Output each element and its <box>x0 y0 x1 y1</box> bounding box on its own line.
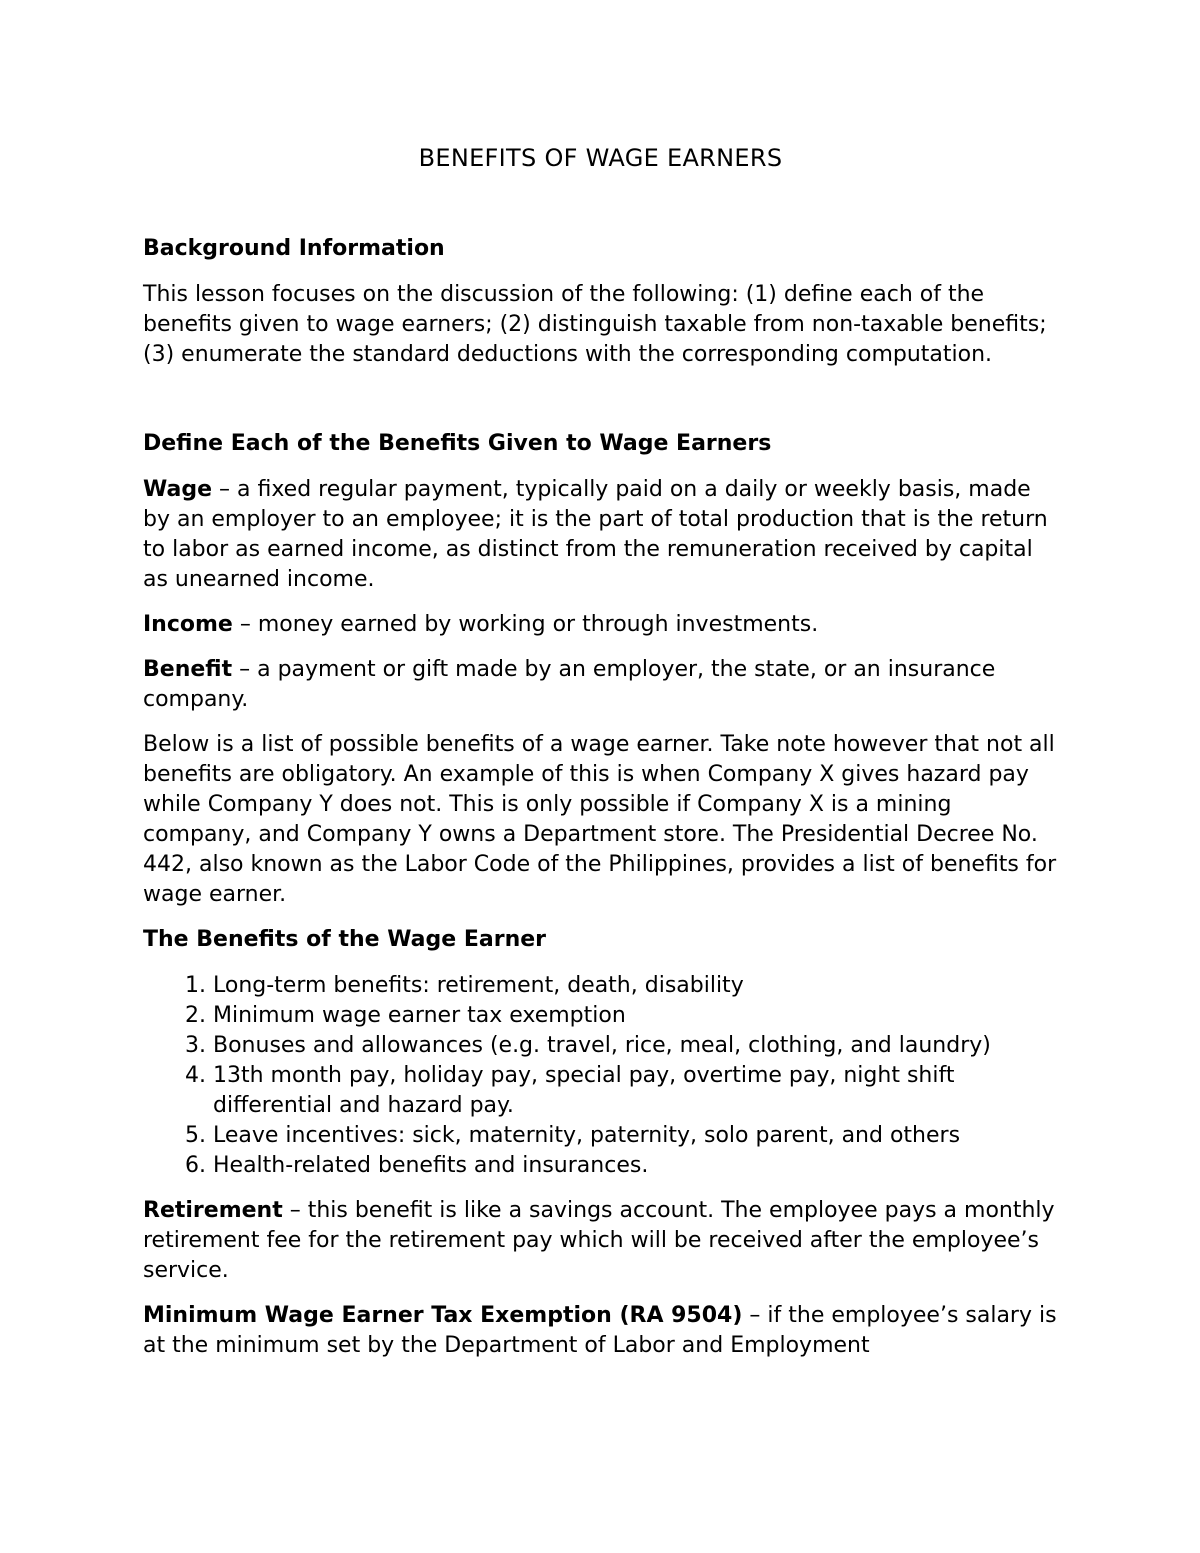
list-item: 3. Bonuses and allowances (e.g. travel, rice, meal, clothing, and laundry) <box>213 1031 1058 1061</box>
retirement-definition <box>143 1196 1058 1286</box>
income-definition <box>143 610 1058 640</box>
benefits-section-heading: The Benefits of the Wage Earner <box>143 927 547 952</box>
income-term: Income <box>143 612 233 637</box>
list-item: 4. 13th month pay, holiday pay, special pay, overtime pay, night shift differential and hazard pay. <box>213 1061 1058 1121</box>
wage-term: Wage <box>143 477 212 502</box>
wage-definition-text: – a fixed regular payment, typically paid on a daily or weekly basis, made by an employer to an employee; it is the part of total production that is the return to labor as earned income, as distinct from the remuneration received by capital as unearned income. <box>143 477 1048 592</box>
list-item: 6. Health-related benefits and insurances. <box>213 1151 1058 1181</box>
list-intro-paragraph: Below is a list of possible benefits of a wage earner. Take note however that not all benefits are obligatory. An example of this is when Company X gives hazard pay while Company Y does not. This is only possible if Company X is a mining company, and Company Y owns a Department store. The Presidential Decree No. 442, also known as the Labor Code of the Philippines, provides a list of benefits for wage earner. <box>143 732 1057 907</box>
income-definition-text: – money earned by working or through investments. <box>232 612 819 637</box>
wage-definition <box>143 475 1058 595</box>
background-paragraph: This lesson focuses on the discussion of the following: (1) define each of the benefits given to wage earners; (2) distinguish taxable from non-taxable benefits; (3) enumerate the standard deductions with the corresponding computation. <box>143 282 1047 367</box>
exemption-definition <box>143 1301 1058 1361</box>
list-item: 1. Long-term benefits: retirement, death, disability <box>213 971 1058 1001</box>
background-heading: Background Information <box>143 236 445 261</box>
exemption-term: Minimum Wage Earner Tax Exemption (RA 9504) <box>143 1303 743 1328</box>
exemption-definition-text: – if the employee’s salary is at the minimum set by the Department of Labor and Employment <box>143 1303 1057 1358</box>
retirement-definition-text: – this benefit is like a savings account. The employee pays a monthly retirement fee for the retirement pay which will be received after the employee’s service. <box>143 1198 1055 1283</box>
define-section-heading: Define Each of the Benefits Given to Wage Earners <box>143 431 772 456</box>
benefit-term: Benefit <box>143 657 233 682</box>
retirement-term: Retirement <box>143 1198 283 1223</box>
page-title: BENEFITS OF WAGE EARNERS <box>418 144 783 172</box>
section-spacer <box>143 385 1058 429</box>
benefit-definition <box>143 655 1058 715</box>
list-item: 2. Minimum wage earner tax exemption <box>213 1001 1058 1031</box>
list-item: 5. Leave incentives: sick, maternity, paternity, solo parent, and others <box>213 1121 1058 1151</box>
benefits-list <box>143 971 1058 1181</box>
document-body <box>143 140 1058 1376</box>
benefit-definition-text: – a payment or gift made by an employer, the state, or an insurance company. <box>143 657 996 712</box>
